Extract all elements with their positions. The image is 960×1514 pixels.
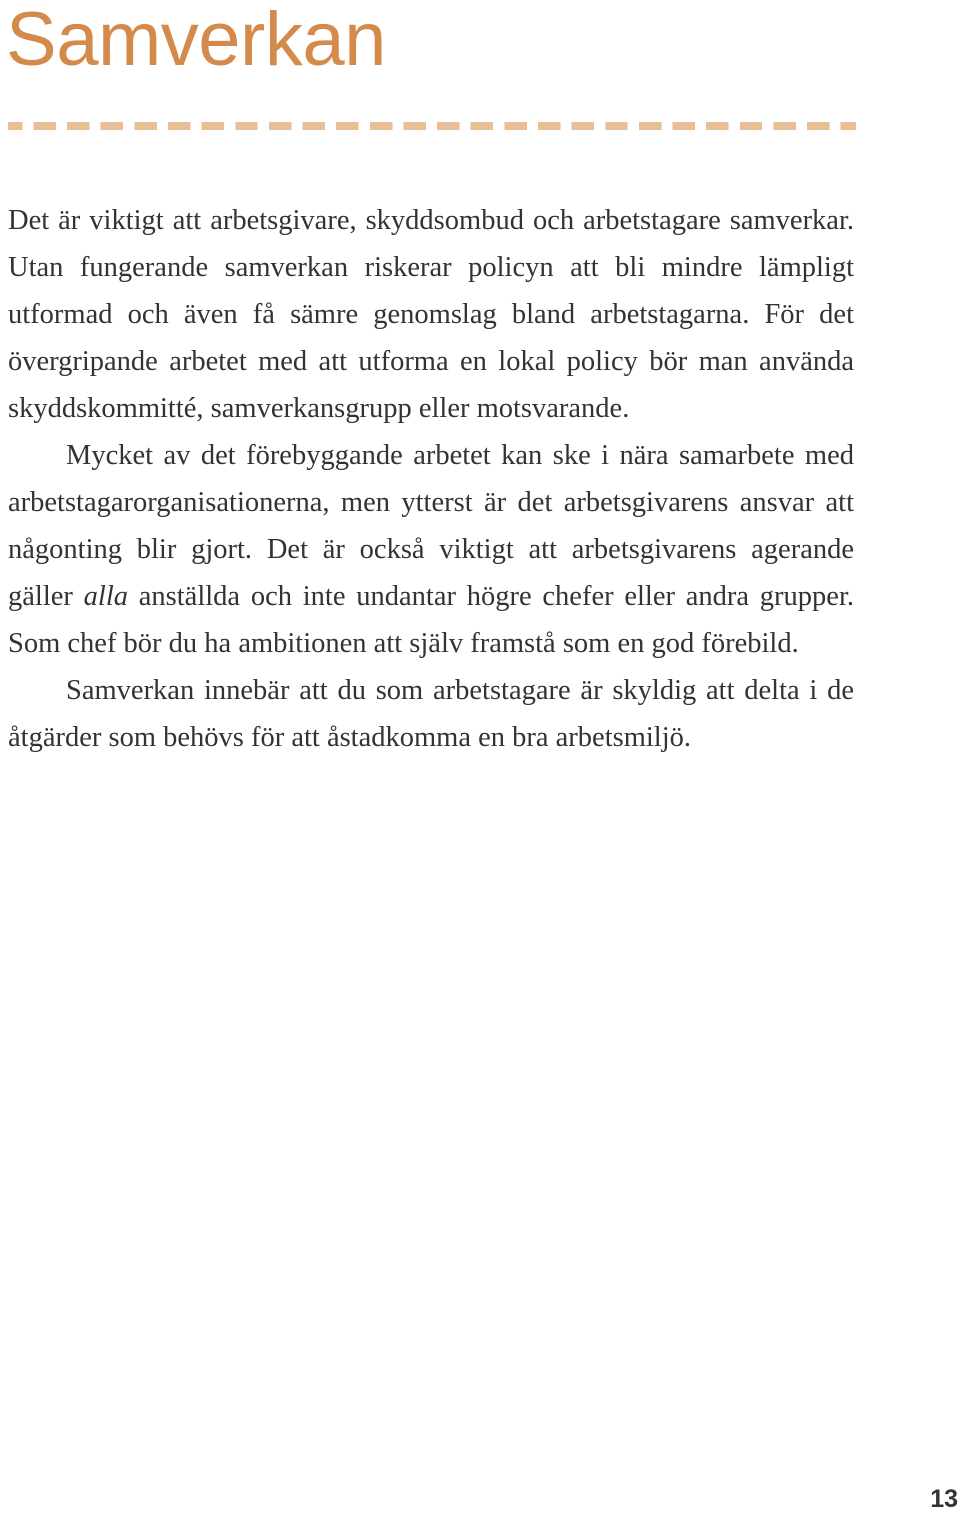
emphasis-text: alla: [83, 581, 128, 612]
body-text: [8, 197, 854, 761]
dashed-divider: [8, 122, 856, 130]
page-number: 13: [930, 1485, 958, 1513]
paragraph-1: Det är viktigt att arbetsgivare, skyddsombud och arbetstagare samverkar. Utan fungerande samverkan riskerar policyn att bli mindre lämpligt utformad och även få sämre genomslag bland arbetstagarna. För det övergripande arbetet med att utforma en lokal policy bör man använda skyddskommitté, samverkansgrupp eller motsvarande.: [8, 205, 854, 424]
page-title: Samverkan: [6, 0, 386, 82]
paragraph-2-text-end: anställda och inte undantar högre chefer eller andra grupper. Som chef bör du ha ambitionen att själv framstå som en god förebild.: [8, 581, 854, 659]
paragraph-2-text-start: Mycket av det förebyggande arbetet kan ske i nära samarbete med arbetstagarorganisationerna, men ytterst är det arbetsgivarens ansvar att någonting blir gjort. Det är också viktigt att arbetsgivarens agerande gäller: [8, 440, 854, 612]
paragraph-2: [8, 432, 854, 667]
paragraph-3: Samverkan innebär att du som arbetstagare är skyldig att delta i de åtgärder som behövs för att åstadkomma en bra arbetsmiljö.: [8, 675, 854, 753]
